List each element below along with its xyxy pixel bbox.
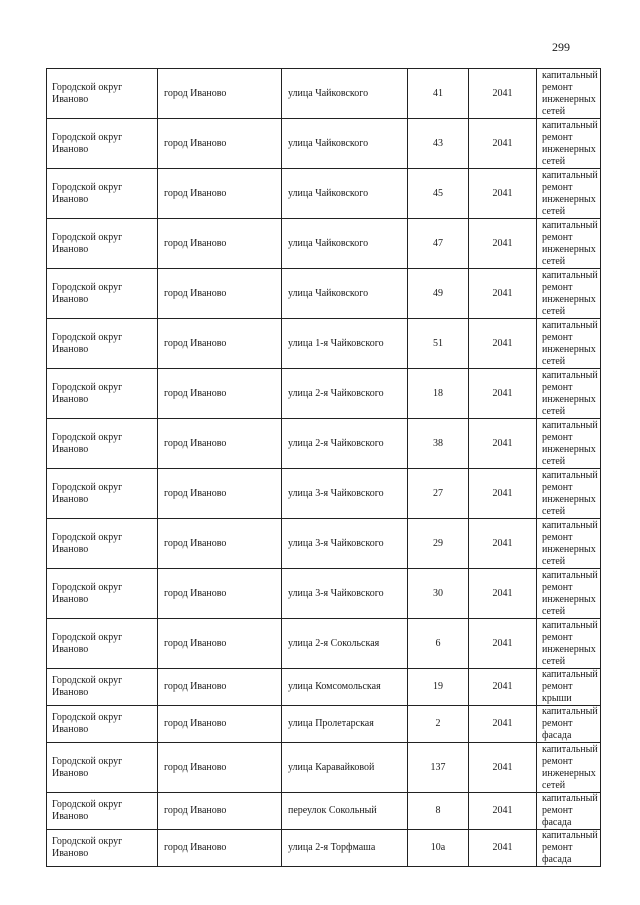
house-number-cell: 45 <box>408 169 469 219</box>
street-cell: улица Чайковского <box>282 69 408 119</box>
city-cell: город Иваново <box>158 169 282 219</box>
year-cell: 2041 <box>469 119 537 169</box>
house-number-cell: 51 <box>408 319 469 369</box>
work-type-cell: капитальный ремонт инженерных сетей <box>537 519 601 569</box>
year-cell: 2041 <box>469 830 537 867</box>
house-number-cell: 27 <box>408 469 469 519</box>
page-number: 299 <box>552 40 570 54</box>
work-type-cell: капитальный ремонт инженерных сетей <box>537 69 601 119</box>
house-number-cell: 137 <box>408 743 469 793</box>
table-row <box>47 793 601 830</box>
city-cell: город Иваново <box>158 706 282 743</box>
table-row <box>47 69 601 119</box>
house-number-cell: 30 <box>408 569 469 619</box>
house-number-cell: 6 <box>408 619 469 669</box>
street-cell: улица Чайковского <box>282 269 408 319</box>
district-cell: Городской округ Иваново <box>47 219 158 269</box>
house-number-cell: 8 <box>408 793 469 830</box>
city-cell: город Иваново <box>158 469 282 519</box>
city-cell: город Иваново <box>158 669 282 706</box>
city-cell: город Иваново <box>158 219 282 269</box>
work-type-cell: капитальный ремонт инженерных сетей <box>537 469 601 519</box>
work-type-cell: капитальный ремонт инженерных сетей <box>537 319 601 369</box>
street-cell: улица 2-я Торфмаша <box>282 830 408 867</box>
table-row <box>47 119 601 169</box>
district-cell: Городской округ Иваново <box>47 319 158 369</box>
district-cell: Городской округ Иваново <box>47 269 158 319</box>
table-row <box>47 706 601 743</box>
year-cell: 2041 <box>469 743 537 793</box>
house-number-cell: 29 <box>408 519 469 569</box>
year-cell: 2041 <box>469 519 537 569</box>
district-cell: Городской округ Иваново <box>47 743 158 793</box>
year-cell: 2041 <box>469 619 537 669</box>
year-cell: 2041 <box>469 169 537 219</box>
table-row <box>47 519 601 569</box>
street-cell: улица 2-я Сокольская <box>282 619 408 669</box>
street-cell: улица 2-я Чайковского <box>282 419 408 469</box>
city-cell: город Иваново <box>158 269 282 319</box>
house-number-cell: 43 <box>408 119 469 169</box>
work-type-cell: капитальный ремонт фасада <box>537 706 601 743</box>
repair-schedule-table <box>46 68 601 867</box>
house-number-cell: 47 <box>408 219 469 269</box>
street-cell: улица Чайковского <box>282 169 408 219</box>
work-type-cell: капитальный ремонт инженерных сетей <box>537 369 601 419</box>
year-cell: 2041 <box>469 219 537 269</box>
district-cell: Городской округ Иваново <box>47 830 158 867</box>
city-cell: город Иваново <box>158 519 282 569</box>
work-type-cell: капитальный ремонт инженерных сетей <box>537 419 601 469</box>
year-cell: 2041 <box>469 419 537 469</box>
district-cell: Городской округ Иваново <box>47 469 158 519</box>
table-row <box>47 169 601 219</box>
street-cell: улица 2-я Чайковского <box>282 369 408 419</box>
house-number-cell: 38 <box>408 419 469 469</box>
street-cell: улица 3-я Чайковского <box>282 519 408 569</box>
city-cell: город Иваново <box>158 830 282 867</box>
year-cell: 2041 <box>469 793 537 830</box>
table-row <box>47 569 601 619</box>
table-row <box>47 669 601 706</box>
district-cell: Городской округ Иваново <box>47 119 158 169</box>
table-row <box>47 419 601 469</box>
house-number-cell: 10а <box>408 830 469 867</box>
street-cell: улица Чайковского <box>282 119 408 169</box>
street-cell: улица Пролетарская <box>282 706 408 743</box>
work-type-cell: капитальный ремонт фасада <box>537 793 601 830</box>
district-cell: Городской округ Иваново <box>47 706 158 743</box>
table-row <box>47 469 601 519</box>
table-row <box>47 269 601 319</box>
work-type-cell: капитальный ремонт инженерных сетей <box>537 619 601 669</box>
year-cell: 2041 <box>469 319 537 369</box>
district-cell: Городской округ Иваново <box>47 793 158 830</box>
city-cell: город Иваново <box>158 619 282 669</box>
table-row <box>47 830 601 867</box>
year-cell: 2041 <box>469 669 537 706</box>
street-cell: улица 3-я Чайковского <box>282 469 408 519</box>
work-type-cell: капитальный ремонт крыши <box>537 669 601 706</box>
year-cell: 2041 <box>469 369 537 419</box>
street-cell: переулок Сокольный <box>282 793 408 830</box>
work-type-cell: капитальный ремонт инженерных сетей <box>537 119 601 169</box>
work-type-cell: капитальный ремонт инженерных сетей <box>537 569 601 619</box>
city-cell: город Иваново <box>158 319 282 369</box>
house-number-cell: 19 <box>408 669 469 706</box>
house-number-cell: 49 <box>408 269 469 319</box>
district-cell: Городской округ Иваново <box>47 619 158 669</box>
house-number-cell: 18 <box>408 369 469 419</box>
year-cell: 2041 <box>469 569 537 619</box>
table-row <box>47 369 601 419</box>
year-cell: 2041 <box>469 469 537 519</box>
district-cell: Городской округ Иваново <box>47 669 158 706</box>
district-cell: Городской округ Иваново <box>47 519 158 569</box>
work-type-cell: капитальный ремонт инженерных сетей <box>537 169 601 219</box>
city-cell: город Иваново <box>158 569 282 619</box>
district-cell: Городской округ Иваново <box>47 169 158 219</box>
table-row <box>47 319 601 369</box>
city-cell: город Иваново <box>158 69 282 119</box>
work-type-cell: капитальный ремонт инженерных сетей <box>537 743 601 793</box>
year-cell: 2041 <box>469 69 537 119</box>
city-cell: город Иваново <box>158 419 282 469</box>
street-cell: улица Каравайковой <box>282 743 408 793</box>
table-row <box>47 743 601 793</box>
city-cell: город Иваново <box>158 369 282 419</box>
year-cell: 2041 <box>469 706 537 743</box>
work-type-cell: капитальный ремонт инженерных сетей <box>537 269 601 319</box>
street-cell: улица Чайковского <box>282 219 408 269</box>
city-cell: город Иваново <box>158 119 282 169</box>
street-cell: улица 1-я Чайковского <box>282 319 408 369</box>
street-cell: улица 3-я Чайковского <box>282 569 408 619</box>
district-cell: Городской округ Иваново <box>47 419 158 469</box>
district-cell: Городской округ Иваново <box>47 569 158 619</box>
house-number-cell: 41 <box>408 69 469 119</box>
city-cell: город Иваново <box>158 743 282 793</box>
table-body <box>47 69 601 867</box>
table-row <box>47 219 601 269</box>
district-cell: Городской округ Иваново <box>47 369 158 419</box>
work-type-cell: капитальный ремонт фасада <box>537 830 601 867</box>
house-number-cell: 2 <box>408 706 469 743</box>
city-cell: город Иваново <box>158 793 282 830</box>
table-row <box>47 619 601 669</box>
district-cell: Городской округ Иваново <box>47 69 158 119</box>
street-cell: улица Комсомольская <box>282 669 408 706</box>
year-cell: 2041 <box>469 269 537 319</box>
work-type-cell: капитальный ремонт инженерных сетей <box>537 219 601 269</box>
